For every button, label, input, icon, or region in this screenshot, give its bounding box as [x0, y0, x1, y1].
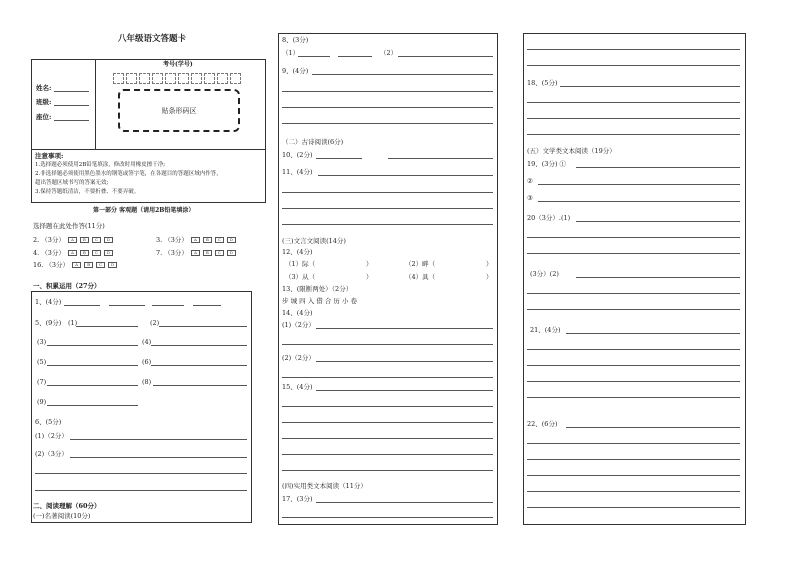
answer-line[interactable]: [312, 74, 493, 75]
q19-sub3: ③: [527, 194, 533, 202]
answer-line[interactable]: [527, 475, 740, 476]
answer-line[interactable]: [282, 344, 493, 345]
q20-label: 20（3分）.(1): [527, 214, 571, 222]
mc-question[interactable]: 4. （3分） A B C D: [33, 249, 113, 257]
answer-line[interactable]: [159, 326, 247, 327]
q6-sub2: (2)（3分）: [35, 450, 68, 458]
part1-instruction: 选择题在此处作答(11分): [33, 222, 105, 230]
info-divider-vertical: [95, 59, 96, 149]
q11-label: 11、(4分): [282, 168, 313, 176]
answer-line[interactable]: [282, 192, 493, 193]
q22-label: 22、(6分): [527, 420, 558, 428]
answer-line[interactable]: [282, 123, 493, 124]
answer-line[interactable]: [576, 221, 740, 222]
answer-line[interactable]: [527, 507, 740, 508]
column3-answer-box: [523, 33, 746, 525]
class-label: 班级:: [36, 98, 52, 106]
q5-label: 5、(9分): [35, 319, 62, 327]
answer-line[interactable]: [76, 326, 138, 327]
q12-sub1: （1）际（: [285, 260, 316, 268]
sub-1: (1): [68, 319, 78, 327]
answer-line[interactable]: [282, 406, 493, 407]
answer-line[interactable]: [153, 385, 247, 386]
answer-line[interactable]: [109, 305, 145, 306]
answer-line[interactable]: [316, 390, 493, 391]
q19-label: 19、(3分) ①: [527, 160, 567, 168]
barcode-label: 贴条形码区: [161, 106, 197, 115]
answer-line[interactable]: [560, 86, 740, 87]
answer-line[interactable]: [398, 56, 493, 57]
answer-line[interactable]: [527, 349, 740, 350]
answer-line[interactable]: [282, 422, 493, 423]
answer-line[interactable]: [282, 107, 493, 108]
answer-line[interactable]: [282, 517, 493, 518]
answer-line[interactable]: [527, 443, 740, 444]
notice-line: 超出答题区域书写的答案无效;: [35, 180, 109, 186]
answer-line[interactable]: [35, 473, 247, 474]
answer-line[interactable]: [318, 175, 493, 176]
section2-4-title: (四)实用类文本阅读（11分）: [282, 482, 367, 490]
answer-line[interactable]: [527, 293, 740, 294]
q6-label: 6、(5分): [35, 418, 62, 426]
info-divider-horizontal: [31, 149, 266, 150]
answer-line[interactable]: [282, 470, 493, 471]
answer-line[interactable]: [47, 385, 138, 386]
answer-line[interactable]: [338, 56, 372, 57]
answer-line[interactable]: [316, 158, 362, 159]
exam-number-grid[interactable]: [113, 69, 243, 88]
q12-sub4: （4）具（: [405, 273, 436, 281]
q14-label: 14、(4分): [282, 309, 313, 317]
mc-question[interactable]: 7. （3分） A B C D: [156, 249, 236, 257]
q9-label: 9、(4分): [282, 67, 309, 75]
answer-line[interactable]: [527, 65, 740, 66]
q10-label: 10、(2分): [282, 151, 313, 159]
q17-label: 17、(3分): [282, 495, 313, 503]
q8-sub1: （1）: [282, 49, 300, 57]
q12-sub4-close: ）: [486, 273, 493, 281]
q8-label: 8、(3分): [282, 36, 309, 44]
answer-line[interactable]: [538, 184, 740, 185]
seat-field[interactable]: [54, 120, 89, 121]
part1-title: 第一部分 客观题（请用2B铅笔填涂）: [93, 207, 195, 214]
sub-8: (8): [142, 378, 152, 386]
exam-number-label: 考号(学号): [163, 61, 193, 68]
answer-line[interactable]: [527, 49, 740, 50]
sub-3: (3): [37, 338, 47, 346]
answer-line[interactable]: [527, 309, 740, 310]
q12-sub2: （2）畔（: [405, 260, 436, 268]
answer-line[interactable]: [152, 305, 184, 306]
answer-line[interactable]: [527, 365, 740, 366]
q21-label: 21、(4分): [530, 326, 561, 334]
answer-line[interactable]: [47, 365, 138, 366]
answer-line[interactable]: [282, 91, 493, 92]
answer-line[interactable]: [282, 224, 493, 225]
notice-line: 1.选择题必须使用2B铅笔填涂，修改时用橡皮擦干净;: [35, 162, 166, 168]
answer-line[interactable]: [566, 427, 740, 428]
sub-7: (7): [37, 378, 47, 386]
q14-sub1: (1)（2分）: [282, 321, 315, 329]
answer-line[interactable]: [64, 305, 100, 306]
seat-label: 座位:: [36, 113, 52, 121]
sub-9: (9): [37, 398, 47, 406]
section2-2-title: （二）古诗阅读(6分): [282, 138, 344, 146]
sub-5: (5): [37, 358, 47, 366]
answer-line[interactable]: [47, 405, 138, 406]
answer-line[interactable]: [35, 490, 247, 491]
mc-question[interactable]: 2. （3分） A B C D: [33, 236, 113, 244]
answer-line[interactable]: [70, 457, 247, 458]
barcode-area: [118, 89, 240, 132]
q12-sub3: （3）从（: [285, 273, 316, 281]
name-field[interactable]: [54, 91, 89, 92]
q12-sub2-close: ）: [486, 260, 493, 268]
mc-question[interactable]: 3. （3分） A B C D: [156, 236, 236, 244]
q20-sub2: (3分）(2): [530, 270, 559, 278]
answer-line[interactable]: [282, 454, 493, 455]
name-label: 姓名:: [36, 84, 52, 92]
answer-line[interactable]: [282, 208, 493, 209]
answer-line[interactable]: [576, 167, 740, 168]
answer-line[interactable]: [527, 118, 740, 119]
answer-line[interactable]: [298, 56, 330, 57]
answer-line[interactable]: [576, 277, 740, 278]
answer-line[interactable]: [538, 201, 740, 202]
class-field[interactable]: [54, 105, 89, 106]
q14-sub2: (2)（2分）: [282, 354, 315, 362]
answer-line[interactable]: [566, 333, 740, 334]
answer-line[interactable]: [388, 158, 493, 159]
sub-2: (2): [150, 319, 160, 327]
q18-label: 18、(5分): [527, 79, 558, 87]
section2-sub1: (一)名著阅读(10分): [33, 512, 91, 520]
answer-line[interactable]: [527, 134, 740, 135]
answer-line[interactable]: [316, 361, 493, 362]
q19-sub2: ②: [527, 177, 533, 185]
q8-sub2: （2）: [380, 49, 398, 57]
answer-line[interactable]: [527, 253, 740, 254]
answer-line[interactable]: [47, 345, 138, 346]
q13-label: 13、(限断两处）（2分）: [282, 285, 353, 293]
answer-line[interactable]: [151, 345, 247, 346]
page-title: 八年级语文答题卡: [118, 34, 187, 44]
section1-title: 一、积累运用（27分）: [33, 282, 101, 290]
section2-title: 二、阅读理解（60分）: [33, 502, 101, 510]
notice-line: 2.非选择题必须使用黑色墨水的钢笔或签字笔，在各题目的答题区域内作答，: [35, 171, 222, 177]
notice-title: 注意事项:: [35, 152, 64, 160]
answer-line[interactable]: [527, 237, 740, 238]
q12-label: 12、(4分): [282, 248, 313, 256]
answer-line[interactable]: [527, 397, 740, 398]
answer-line[interactable]: [527, 381, 740, 382]
notice-line: 3.保持答题纸清洁，不要折叠、不要弄破。: [35, 189, 140, 195]
answer-line[interactable]: [316, 328, 493, 329]
answer-line[interactable]: [151, 365, 247, 366]
answer-line[interactable]: [70, 439, 247, 440]
q12-sub1-close: ）: [366, 260, 373, 268]
sub-6: (6): [142, 358, 152, 366]
answer-line[interactable]: [527, 491, 740, 492]
answer-line[interactable]: [282, 438, 493, 439]
answer-line[interactable]: [193, 305, 221, 306]
answer-line[interactable]: [282, 377, 493, 378]
answer-line[interactable]: [316, 502, 493, 503]
q1-label: 1、(4分): [35, 298, 62, 306]
q12-sub3-close: ）: [366, 273, 373, 281]
answer-line[interactable]: [527, 102, 740, 103]
mc-question[interactable]: 16. （3分） A B C D: [33, 261, 117, 269]
sub-4: (4): [142, 338, 152, 346]
section2-5-title: (五）文学类文本阅读（19分）: [527, 147, 616, 155]
answer-line[interactable]: [527, 459, 740, 460]
q6-sub1: (1)（2分）: [35, 432, 68, 440]
q15-label: 15、(4分): [282, 383, 313, 391]
section2-3-title: (三)文言文阅读(14分): [282, 237, 346, 245]
q13-sentence: 步 城 四 入 借 合 历 小 卷: [282, 297, 358, 305]
